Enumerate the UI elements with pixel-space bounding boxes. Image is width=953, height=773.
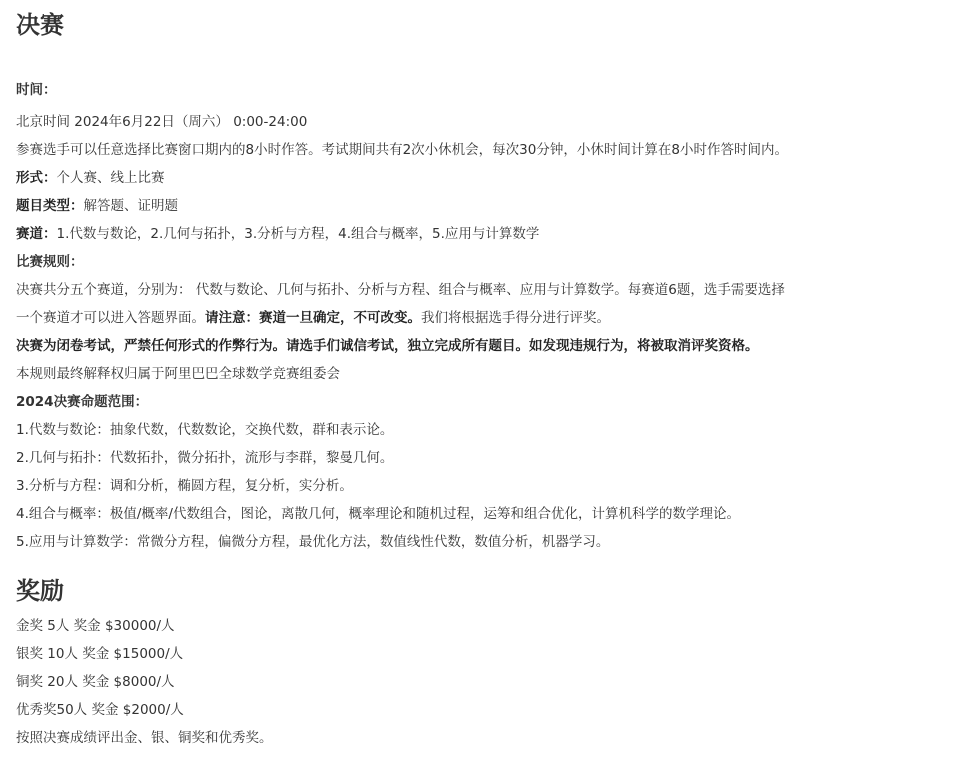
rules-notice: 请注意：赛道一旦确定，不可改变。 xyxy=(205,310,421,326)
scope-list xyxy=(16,416,936,556)
format-row xyxy=(16,164,936,192)
rules-line-2-start: 一个赛道才可以进入答题界面。 xyxy=(16,310,205,326)
final-section-title: 决赛 xyxy=(16,11,64,39)
awards-list xyxy=(16,612,936,724)
awards-section-title: 奖励 xyxy=(16,577,64,605)
track-value: 1.代数与数论，2.几何与拓扑，3.分析与方程，4.组合与概率，5.应用与计算数学 xyxy=(56,226,540,242)
rules-line-1: 决赛共分五个赛道，分别为： 代数与数论、几何与拓扑、分析与方程、组合与概率、应用与计算数学。每赛道6题，选手需要选择 xyxy=(16,282,785,298)
rules-line-2 xyxy=(16,304,936,332)
time-label: 时间： xyxy=(16,82,57,98)
rules-line-3: 决赛为闭卷考试，严禁任何形式的作弊行为。请选手们诚信考试，独立完成所有题目。如发现违规行为，将被取消评奖资格。 xyxy=(16,338,759,354)
question-type-row xyxy=(16,192,936,220)
scope-label: 2024决赛命题范围： xyxy=(16,394,149,410)
track-row xyxy=(16,220,936,248)
scope-item: 5.应用与计算数学：常微分方程，偏微分方程，最优化方法，数值线性代数，数值分析，机器学习。 xyxy=(16,534,610,550)
rules-label: 比赛规则： xyxy=(16,254,84,270)
scope-item: 1.代数与数论：抽象代数，代数数论，交换代数，群和表示论。 xyxy=(16,422,394,438)
awards-note: 按照决赛成绩评出金、银、铜奖和优秀奖。 xyxy=(16,730,273,746)
time-line: 北京时间 2024年6月22日（周六） 0:00-24:00 xyxy=(16,114,308,130)
rules-line-2-end: 我们将根据选手得分进行评奖。 xyxy=(421,310,610,326)
award-item: 金奖 5人 奖金 $30000/人 xyxy=(16,618,175,634)
time-note: 参赛选手可以任意选择比赛窗口期内的8小时作答。考试期间共有2次小休机会，每次30分钟，小休时间计算在8小时作答时间内。 xyxy=(16,142,788,158)
question-type-value: 解答题、证明题 xyxy=(83,198,178,214)
track-label: 赛道： xyxy=(16,226,57,242)
rules-line-4: 本规则最终解释权归属于阿里巴巴全球数学竞赛组委会 xyxy=(16,366,340,382)
scope-item: 3.分析与方程：调和分析，椭圆方程，复分析，实分析。 xyxy=(16,478,353,494)
scope-item: 4.组合与概率：极值/概率/代数组合，图论，离散几何，概率理论和随机过程，运筹和组合优化，计算机科学的数学理论。 xyxy=(16,506,740,522)
format-value: 个人赛、线上比赛 xyxy=(56,170,165,186)
award-item: 银奖 10人 奖金 $15000/人 xyxy=(16,646,184,662)
award-item: 铜奖 20人 奖金 $8000/人 xyxy=(16,674,175,690)
scope-item: 2.几何与拓扑：代数拓扑，微分拓扑，流形与李群，黎曼几何。 xyxy=(16,450,394,466)
award-item: 优秀奖50人 奖金 $2000/人 xyxy=(16,702,184,718)
question-type-label: 题目类型： xyxy=(16,198,84,214)
format-label: 形式： xyxy=(16,170,57,186)
